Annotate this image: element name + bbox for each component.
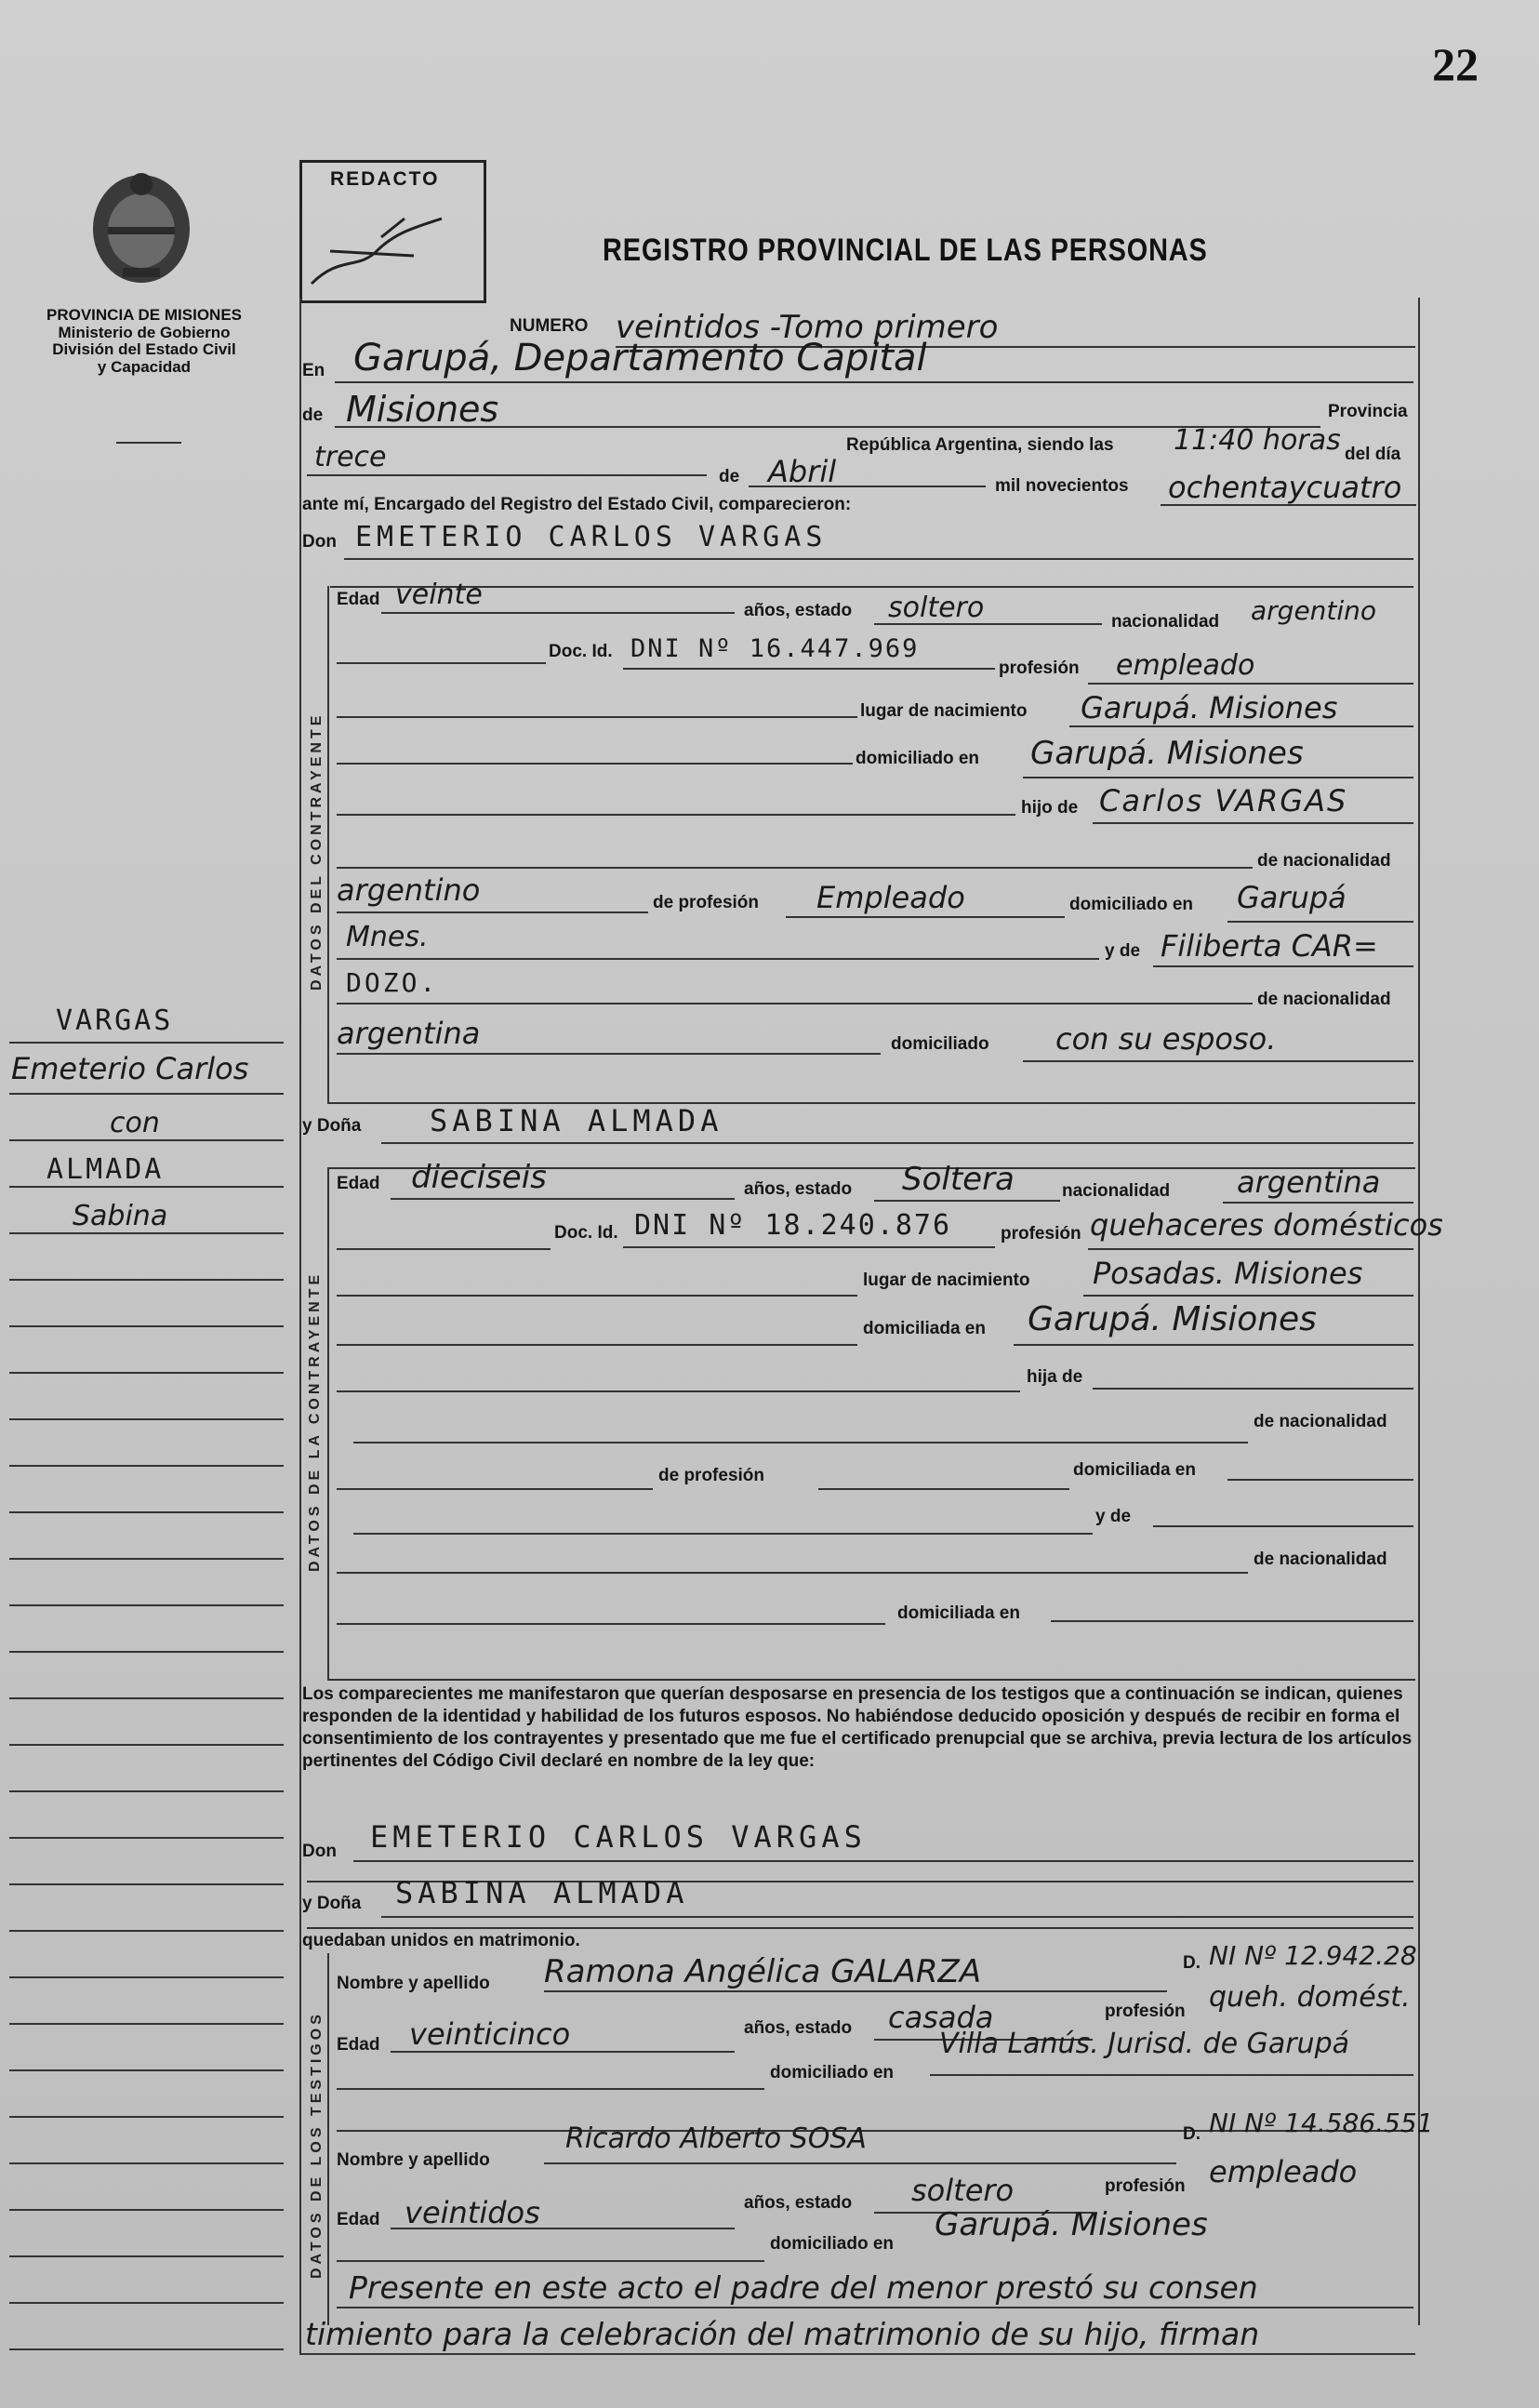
margin-name-2: Sabina xyxy=(73,1200,168,1232)
c1-madre-value: Filiberta CAR= xyxy=(1161,928,1378,964)
c2-domiciliada-label: domiciliada en xyxy=(1073,1460,1196,1480)
t1-profesion-label: profesión xyxy=(1105,2002,1186,2021)
de-label: de xyxy=(302,406,324,425)
c1-madre-dom-value: con su esposo. xyxy=(1055,1021,1277,1057)
note-line-1: Presente en este acto el padre del menor prestó su consen xyxy=(349,2269,1258,2306)
en-value: Garupá, Departamento Capital xyxy=(353,337,927,379)
t1-domicilio-label: domiciliado en xyxy=(770,2063,895,2082)
c1-doc-label: Doc. Id. xyxy=(549,642,613,661)
t2-edad-label: Edad xyxy=(337,2210,380,2229)
de-value: Misiones xyxy=(346,389,499,430)
agency-line: Ministerio de Gobierno xyxy=(58,323,231,341)
c1-madre-nac-label: de nacionalidad xyxy=(1257,990,1391,1009)
t1-estado-label: años, estado xyxy=(744,2018,853,2038)
hora-value: 11:40 horas xyxy=(1174,424,1341,457)
c2-edad-value: dieciseis xyxy=(411,1159,547,1196)
c2-nac-label: de nacionalidad xyxy=(1254,1412,1387,1431)
c2-nacionalidad-value: argentina xyxy=(1237,1164,1381,1200)
c1-hijo-label: hijo de xyxy=(1021,798,1079,818)
c2-profesion2-label: de profesión xyxy=(658,1466,765,1485)
t2-edad-value: veintidos xyxy=(405,2195,540,2230)
c1-padre-dom-value: Garupá xyxy=(1237,880,1347,915)
c2-estado-value: Soltera xyxy=(902,1161,1015,1198)
c2-domicilio-value: Garupá. Misiones xyxy=(1028,1300,1317,1338)
agency-line: y Capacidad xyxy=(97,358,192,377)
t1-edad-label: Edad xyxy=(337,2035,380,2055)
declaration-text: Los comparecientes me manifestaron que querían desposarse en presencia de los testigos que a continuación se indican, quienes responden de la identidad y habilidad de los futuros esposos. No habiéndose deducido oposición y después de recibir en forma el consentimiento de los contrayentes y presentado que me fue el certificado prenupcial que se archiva, previa lectura de los artículos pertinentes del Código Civil declaré en nombre de la ley que: xyxy=(302,1684,1413,1771)
t1-estado-value: casada xyxy=(888,2000,994,2035)
dona-value: SABINA ALMADA xyxy=(430,1103,723,1138)
c1-estado-label: años, estado xyxy=(744,601,853,620)
numero-value: veintidos -Tomo primero xyxy=(616,309,999,346)
c1-madre-dom-label: domiciliado xyxy=(891,1034,989,1054)
c1-padre-nac-value: argentino xyxy=(337,872,481,908)
c2-hija-label: hija de xyxy=(1027,1367,1083,1387)
c2-estado-label: años, estado xyxy=(744,1179,853,1199)
c1-domicilio-value: Garupá. Misiones xyxy=(1030,735,1304,772)
en-label: En xyxy=(302,361,325,380)
c1-edad-label: Edad xyxy=(337,590,380,609)
t2-estado-label: años, estado xyxy=(744,2193,853,2213)
t1-doc-label: D. xyxy=(1183,1953,1201,1973)
margin-surname-2: ALMADA xyxy=(46,1153,165,1186)
c1-nacionalidad-value: argentino xyxy=(1251,595,1377,626)
don-value: EMETERIO CARLOS VARGAS xyxy=(355,521,828,553)
t2-estado-value: soltero xyxy=(911,2173,1015,2208)
t1-doc-value: NI Nº 12.942.28 xyxy=(1209,1940,1417,1971)
c1-padre-dom-value2: Mnes. xyxy=(346,921,429,953)
t2-profesion-label: profesión xyxy=(1105,2176,1186,2196)
t2-domicilio-label: domiciliado en xyxy=(770,2234,895,2254)
t2-doc-label: D. xyxy=(1183,2124,1201,2144)
document-title: REGISTRO PROVINCIAL DE LAS PERSONAS xyxy=(603,233,1208,268)
c2-doc-value: DNI Nº 18.240.876 xyxy=(634,1209,952,1242)
agency-line: División del Estado Civil xyxy=(52,340,236,359)
c1-domicilio-label: domiciliado en xyxy=(856,749,980,768)
note-line-2: timiento para la celebración del matrimonio de su hijo, firman xyxy=(305,2316,1260,2352)
section-label-contrayente: DATOS DEL CONTRAYENTE xyxy=(309,712,325,991)
c1-profesion-value: empleado xyxy=(1116,649,1255,682)
t2-nombre-label: Nombre y apellido xyxy=(337,2150,490,2170)
decl-dona-value: SABINA ALMADA xyxy=(395,1875,689,1910)
c1-padre-dom-label: domiciliado en xyxy=(1069,895,1194,914)
c1-estado-value: soltero xyxy=(888,592,985,624)
c1-padre-nac-label: de nacionalidad xyxy=(1257,851,1391,871)
c2-edad-label: Edad xyxy=(337,1174,380,1193)
c1-edad-value: veinte xyxy=(395,579,483,611)
c2-profesion-value: quehaceres domésticos xyxy=(1090,1207,1443,1243)
numero-label: NUMERO xyxy=(510,316,589,336)
c2-lugar-value: Posadas. Misiones xyxy=(1093,1256,1363,1291)
c2-doc-label: Doc. Id. xyxy=(554,1223,618,1243)
dona-label: y Doña xyxy=(302,1116,362,1136)
coat-of-arms-emblem xyxy=(86,166,197,286)
dia-value: trece xyxy=(314,441,387,473)
de2-label: de xyxy=(719,467,740,486)
c1-padre-prof-label: de profesión xyxy=(653,893,760,912)
t1-profesion-value: queh. domést. xyxy=(1209,1981,1411,2014)
c1-nacionalidad-label: nacionalidad xyxy=(1111,612,1220,632)
section-label-testigos: DATOS DE LOS TESTIGOS xyxy=(309,2011,325,2279)
c1-padre-value: Carlos VARGAS xyxy=(1099,783,1348,818)
don-label: Don xyxy=(302,532,337,552)
agency-line: PROVINCIA DE MISIONES xyxy=(46,306,242,324)
mil-label: mil novecientos xyxy=(995,476,1129,496)
redacto-stamp xyxy=(299,160,486,303)
decl-dona-label: y Doña xyxy=(302,1894,362,1913)
decl-closing: quedaban unidos en matrimonio. xyxy=(302,1931,580,1950)
decl-don-value: EMETERIO CARLOS VARGAS xyxy=(370,1819,867,1855)
c2-lugar-label: lugar de nacimiento xyxy=(863,1271,1030,1290)
page-number: 22 xyxy=(1432,38,1479,90)
t1-nombre-value: Ramona Angélica GALARZA xyxy=(544,1953,982,1990)
c1-doc-value: DNI Nº 16.447.969 xyxy=(630,634,920,663)
c2-domiciliada2-label: domiciliada en xyxy=(897,1603,1020,1623)
margin-con: con xyxy=(110,1107,160,1139)
stamp-label: REDACTO xyxy=(330,168,440,190)
c1-lugar-label: lugar de nacimiento xyxy=(860,701,1028,721)
c1-padre-prof-value: Empleado xyxy=(816,880,965,915)
c1-y-de-label: y de xyxy=(1105,941,1141,961)
t2-profesion-value: empleado xyxy=(1209,2154,1358,2189)
margin-name-1: Emeterio Carlos xyxy=(11,1051,249,1086)
c2-y-de-label: y de xyxy=(1095,1507,1132,1526)
anio-value: ochentaycuatro xyxy=(1168,470,1402,505)
ante-label: ante mí, Encargado del Registro del Estado Civil, comparecieron: xyxy=(302,495,852,514)
t2-nombre-value: Ricardo Alberto SOSA xyxy=(565,2122,867,2155)
mes-value: Abril xyxy=(768,454,837,489)
del-dia-label: del día xyxy=(1345,445,1401,464)
republica-label: República Argentina, siendo las xyxy=(846,435,1114,455)
provincia-label: Provincia xyxy=(1328,402,1408,421)
c1-madre-nac-value: argentina xyxy=(337,1016,481,1051)
c1-madre-value2: DOZO. xyxy=(346,967,439,998)
t1-nombre-label: Nombre y apellido xyxy=(337,1974,490,1993)
c2-nac2-label: de nacionalidad xyxy=(1254,1550,1387,1569)
c2-domicilio-label: domiciliada en xyxy=(863,1319,986,1338)
stamp-initials xyxy=(302,163,484,300)
t1-edad-value: veinticinco xyxy=(409,2016,571,2052)
decl-don-label: Don xyxy=(302,1842,337,1861)
c1-profesion-label: profesión xyxy=(999,659,1080,678)
c1-lugar-value: Garupá. Misiones xyxy=(1081,690,1338,725)
t2-domicilio-value: Garupá. Misiones xyxy=(935,2206,1208,2243)
margin-surname-1: VARGAS xyxy=(56,1004,174,1037)
t1-domicilio-value: Villa Lanús. Jurisd. de Garupá xyxy=(939,2028,1349,2060)
section-label-contrayente-2: DATOS DE LA CONTRAYENTE xyxy=(307,1271,323,1572)
t2-doc-value: NI Nº 14.586.551 xyxy=(1209,2108,1434,2138)
c2-nacionalidad-label: nacionalidad xyxy=(1062,1181,1171,1201)
c2-profesion-label: profesión xyxy=(1001,1224,1081,1244)
